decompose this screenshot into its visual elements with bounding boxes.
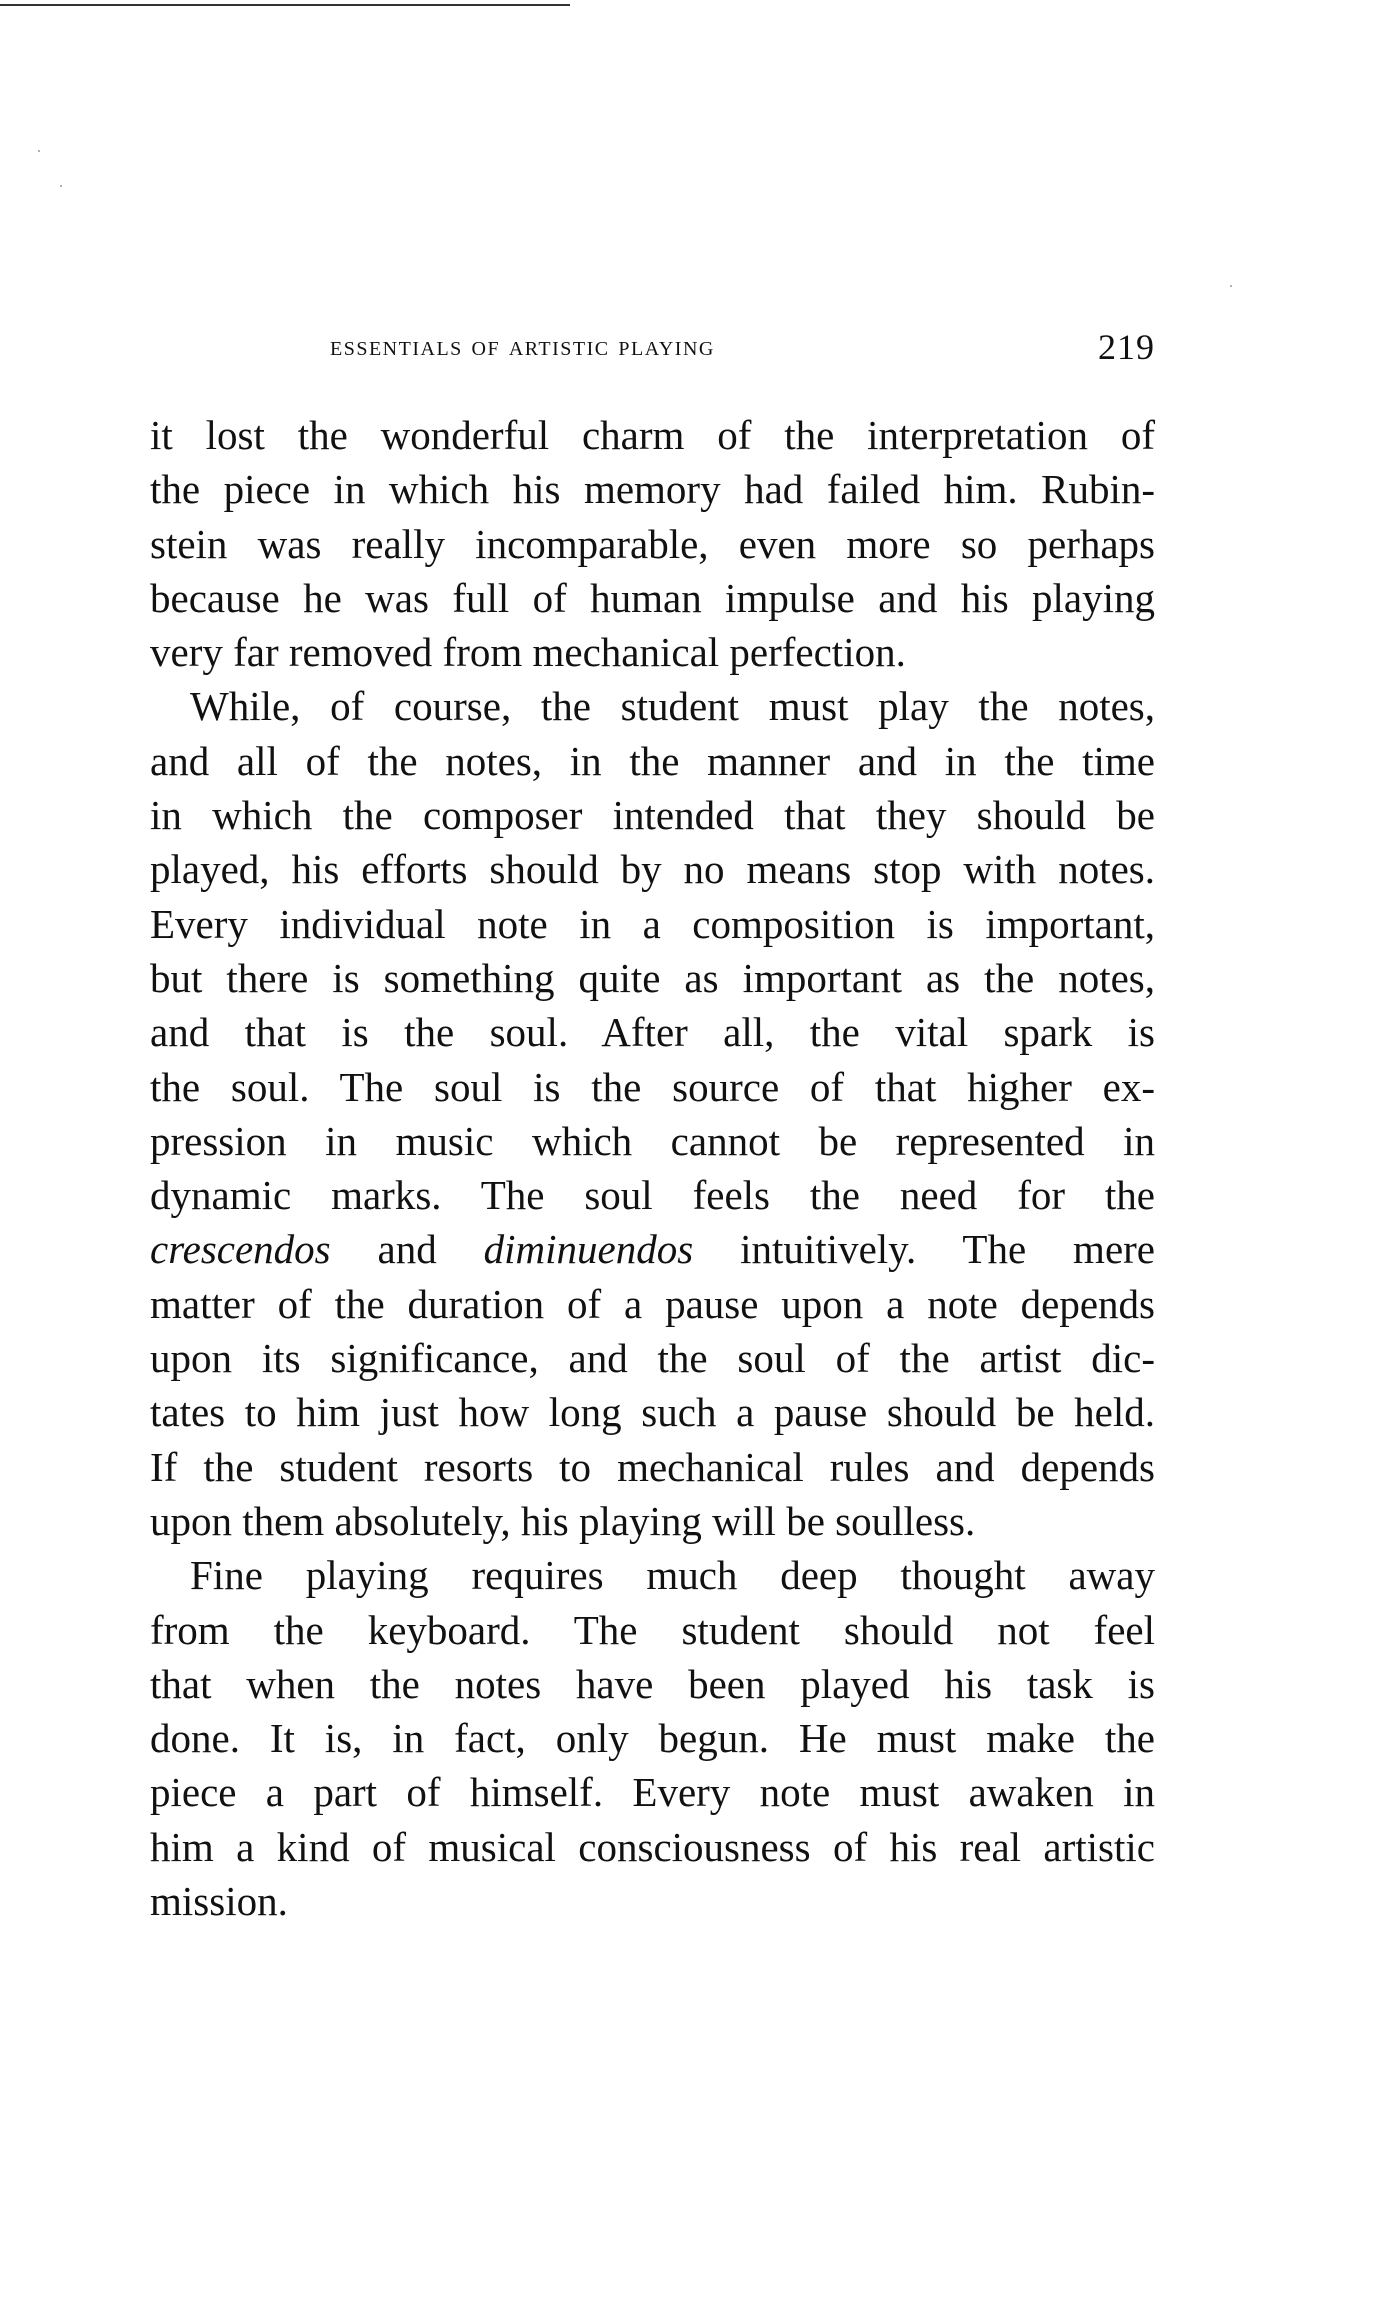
text-line: stein was really incomparable, even more so perhaps <box>150 520 1155 567</box>
text-line: that when the notes have been played his task is <box>150 1660 1155 1707</box>
text-line: upon its significance, and the soul of the artist dic- <box>150 1335 1155 1382</box>
text-line: tates to him just how long such a pause should be held. <box>150 1389 1155 1436</box>
text-line: Fine playing requires much deep thought away <box>190 1552 1155 1599</box>
text-line: piece a part of himself. Every note must awaken in <box>150 1769 1155 1816</box>
paragraph <box>150 408 1155 679</box>
line-mid: and <box>330 1226 484 1273</box>
text-line: and that is the soul. After all, the vital spark is <box>150 1009 1155 1056</box>
text-line: him a kind of musical consciousness of his real artistic <box>150 1823 1155 1870</box>
page-top-edge-rule <box>0 4 570 6</box>
text-line: While, of course, the student must play the notes, <box>190 683 1155 730</box>
running-title: essentials of artistic playing <box>330 330 715 362</box>
text-line: If the student resorts to mechanical rules and depends <box>150 1443 1155 1490</box>
text-line: done. It is, in fact, only begun. He must make the <box>150 1715 1155 1762</box>
paragraph <box>150 679 1155 1548</box>
text-line: because he was full of human impulse and his playing <box>150 574 1155 621</box>
running-head <box>150 327 1155 370</box>
text-line-italic-terms <box>150 1222 1155 1276</box>
text-line: the soul. The soul is the source of that higher ex- <box>150 1063 1155 1110</box>
paper-speck <box>1230 285 1232 287</box>
page-number: 219 <box>1098 327 1155 367</box>
text-line: in which the composer intended that they should be <box>150 792 1155 839</box>
paragraph <box>150 1548 1155 1928</box>
body-text <box>150 408 1155 1928</box>
text-line: matter of the duration of a pause upon a note depends <box>150 1280 1155 1327</box>
text-line: played, his efforts should by no means stop with notes. <box>150 846 1155 893</box>
text-line: but there is something quite as important as the notes, <box>150 954 1155 1001</box>
italic-term-diminuendos: diminuendos <box>483 1226 694 1273</box>
paper-speck <box>60 185 62 187</box>
italic-term-crescendos: crescendos <box>150 1226 331 1273</box>
text-line: it lost the wonderful charm of the interpretation of <box>150 412 1155 458</box>
text-line: and all of the notes, in the manner and in the time <box>150 737 1155 784</box>
text-line: from the keyboard. The student should not feel <box>150 1606 1155 1653</box>
text-line: mission. <box>150 1878 288 1925</box>
line-post: intuitively. The mere <box>693 1226 1155 1273</box>
text-line: very far removed from mechanical perfection. <box>150 629 906 676</box>
text-line: the piece in which his memory had failed him. Rubin- <box>150 466 1155 513</box>
text-line: Every individual note in a composition is important, <box>150 900 1155 947</box>
text-line: upon them absolutely, his playing will be soulless. <box>150 1497 976 1544</box>
text-line: dynamic marks. The soul feels the need for the <box>150 1172 1155 1219</box>
paper-speck <box>38 150 40 152</box>
text-line: pression in music which cannot be represented in <box>150 1117 1155 1164</box>
